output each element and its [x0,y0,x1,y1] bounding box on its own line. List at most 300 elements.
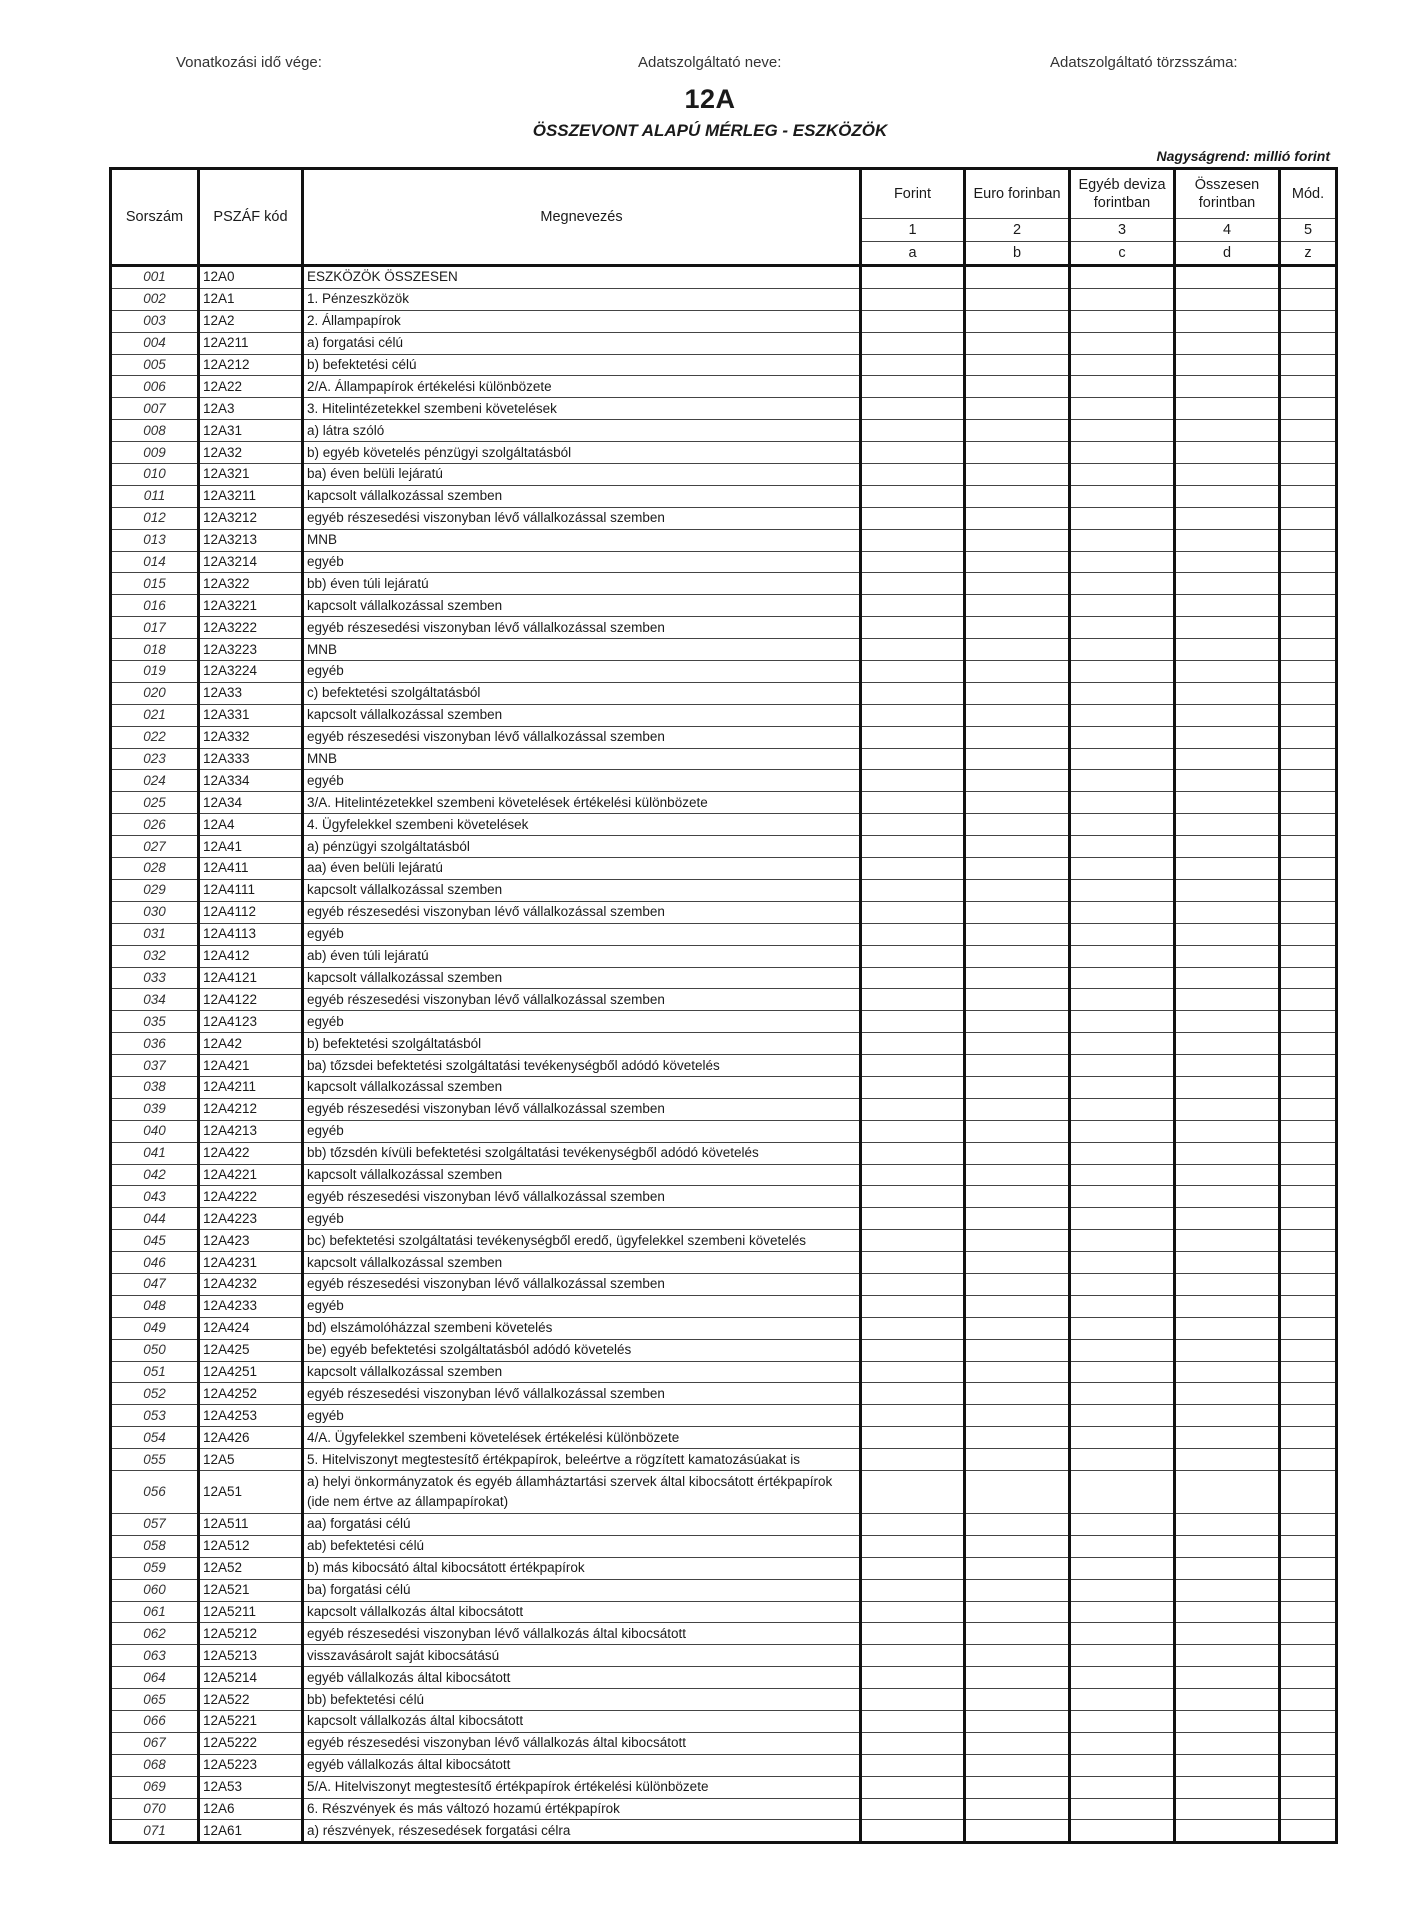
value-cell-other-currency[interactable] [1070,442,1175,464]
value-cell-mod[interactable] [1280,1208,1337,1230]
value-cell-other-currency[interactable] [1070,1098,1175,1120]
value-cell-euro[interactable] [965,573,1070,595]
value-cell-total[interactable] [1175,858,1280,880]
value-cell-total[interactable] [1175,595,1280,617]
value-cell-euro[interactable] [965,1186,1070,1208]
value-cell-mod[interactable] [1280,1798,1337,1820]
value-cell-forint[interactable] [861,354,965,376]
value-cell-mod[interactable] [1280,639,1337,661]
value-cell-euro[interactable] [965,1711,1070,1733]
value-cell-forint[interactable] [861,1120,965,1142]
value-cell-other-currency[interactable] [1070,879,1175,901]
value-cell-other-currency[interactable] [1070,1186,1175,1208]
value-cell-mod[interactable] [1280,1754,1337,1776]
value-cell-mod[interactable] [1280,1098,1337,1120]
value-cell-mod[interactable] [1280,836,1337,858]
value-cell-forint[interactable] [861,1076,965,1098]
value-cell-forint[interactable] [861,573,965,595]
value-cell-total[interactable] [1175,770,1280,792]
value-cell-total[interactable] [1175,1557,1280,1579]
value-cell-other-currency[interactable] [1070,288,1175,310]
value-cell-euro[interactable] [965,1273,1070,1295]
value-cell-euro[interactable] [965,858,1070,880]
value-cell-total[interactable] [1175,507,1280,529]
value-cell-mod[interactable] [1280,1186,1337,1208]
value-cell-euro[interactable] [965,1142,1070,1164]
value-cell-euro[interactable] [965,1383,1070,1405]
value-cell-other-currency[interactable] [1070,967,1175,989]
value-cell-other-currency[interactable] [1070,1689,1175,1711]
value-cell-other-currency[interactable] [1070,748,1175,770]
value-cell-euro[interactable] [965,332,1070,354]
value-cell-euro[interactable] [965,748,1070,770]
value-cell-forint[interactable] [861,967,965,989]
value-cell-total[interactable] [1175,1776,1280,1798]
value-cell-other-currency[interactable] [1070,1557,1175,1579]
value-cell-euro[interactable] [965,1339,1070,1361]
value-cell-euro[interactable] [965,1055,1070,1077]
value-cell-total[interactable] [1175,1798,1280,1820]
value-cell-euro[interactable] [965,682,1070,704]
value-cell-forint[interactable] [861,1689,965,1711]
value-cell-other-currency[interactable] [1070,266,1175,289]
value-cell-forint[interactable] [861,464,965,486]
value-cell-total[interactable] [1175,288,1280,310]
value-cell-mod[interactable] [1280,332,1337,354]
value-cell-total[interactable] [1175,1339,1280,1361]
value-cell-total[interactable] [1175,398,1280,420]
value-cell-mod[interactable] [1280,288,1337,310]
value-cell-forint[interactable] [861,945,965,967]
value-cell-other-currency[interactable] [1070,1667,1175,1689]
value-cell-mod[interactable] [1280,1230,1337,1252]
value-cell-forint[interactable] [861,1317,965,1339]
value-cell-mod[interactable] [1280,485,1337,507]
value-cell-other-currency[interactable] [1070,1623,1175,1645]
value-cell-forint[interactable] [861,1252,965,1274]
value-cell-total[interactable] [1175,1513,1280,1535]
value-cell-total[interactable] [1175,1645,1280,1667]
value-cell-forint[interactable] [861,1339,965,1361]
value-cell-euro[interactable] [965,661,1070,683]
value-cell-euro[interactable] [965,901,1070,923]
value-cell-euro[interactable] [965,1470,1070,1513]
value-cell-euro[interactable] [965,1535,1070,1557]
value-cell-total[interactable] [1175,1208,1280,1230]
value-cell-total[interactable] [1175,879,1280,901]
value-cell-forint[interactable] [861,507,965,529]
value-cell-mod[interactable] [1280,1076,1337,1098]
value-cell-euro[interactable] [965,1557,1070,1579]
value-cell-forint[interactable] [861,398,965,420]
value-cell-other-currency[interactable] [1070,1645,1175,1667]
value-cell-other-currency[interactable] [1070,1295,1175,1317]
value-cell-euro[interactable] [965,507,1070,529]
value-cell-total[interactable] [1175,354,1280,376]
value-cell-mod[interactable] [1280,1427,1337,1449]
value-cell-total[interactable] [1175,901,1280,923]
value-cell-total[interactable] [1175,661,1280,683]
value-cell-euro[interactable] [965,1011,1070,1033]
value-cell-other-currency[interactable] [1070,617,1175,639]
value-cell-forint[interactable] [861,1513,965,1535]
value-cell-other-currency[interactable] [1070,814,1175,836]
value-cell-other-currency[interactable] [1070,901,1175,923]
value-cell-total[interactable] [1175,1098,1280,1120]
value-cell-euro[interactable] [965,398,1070,420]
value-cell-mod[interactable] [1280,879,1337,901]
value-cell-total[interactable] [1175,1535,1280,1557]
value-cell-total[interactable] [1175,923,1280,945]
value-cell-total[interactable] [1175,1689,1280,1711]
value-cell-forint[interactable] [861,1601,965,1623]
value-cell-forint[interactable] [861,1186,965,1208]
value-cell-mod[interactable] [1280,1557,1337,1579]
value-cell-mod[interactable] [1280,398,1337,420]
value-cell-euro[interactable] [965,1252,1070,1274]
value-cell-total[interactable] [1175,617,1280,639]
value-cell-other-currency[interactable] [1070,1339,1175,1361]
value-cell-euro[interactable] [965,1164,1070,1186]
value-cell-other-currency[interactable] [1070,332,1175,354]
value-cell-mod[interactable] [1280,1689,1337,1711]
value-cell-total[interactable] [1175,266,1280,289]
value-cell-mod[interactable] [1280,529,1337,551]
value-cell-other-currency[interactable] [1070,682,1175,704]
value-cell-other-currency[interactable] [1070,398,1175,420]
value-cell-mod[interactable] [1280,1405,1337,1427]
value-cell-mod[interactable] [1280,1579,1337,1601]
value-cell-total[interactable] [1175,726,1280,748]
value-cell-total[interactable] [1175,1120,1280,1142]
value-cell-mod[interactable] [1280,1317,1337,1339]
value-cell-euro[interactable] [965,1449,1070,1471]
value-cell-forint[interactable] [861,1033,965,1055]
value-cell-mod[interactable] [1280,573,1337,595]
value-cell-mod[interactable] [1280,1295,1337,1317]
value-cell-total[interactable] [1175,814,1280,836]
value-cell-total[interactable] [1175,1820,1280,1843]
value-cell-forint[interactable] [861,551,965,573]
value-cell-total[interactable] [1175,1273,1280,1295]
value-cell-other-currency[interactable] [1070,836,1175,858]
value-cell-euro[interactable] [965,792,1070,814]
value-cell-forint[interactable] [861,1754,965,1776]
value-cell-forint[interactable] [861,1273,965,1295]
value-cell-forint[interactable] [861,1776,965,1798]
value-cell-other-currency[interactable] [1070,1470,1175,1513]
value-cell-total[interactable] [1175,1667,1280,1689]
value-cell-euro[interactable] [965,1317,1070,1339]
value-cell-other-currency[interactable] [1070,507,1175,529]
value-cell-other-currency[interactable] [1070,376,1175,398]
value-cell-euro[interactable] [965,1230,1070,1252]
value-cell-other-currency[interactable] [1070,464,1175,486]
value-cell-forint[interactable] [861,442,965,464]
value-cell-forint[interactable] [861,1798,965,1820]
value-cell-other-currency[interactable] [1070,1252,1175,1274]
value-cell-forint[interactable] [861,1470,965,1513]
value-cell-euro[interactable] [965,1645,1070,1667]
value-cell-mod[interactable] [1280,1252,1337,1274]
value-cell-euro[interactable] [965,1732,1070,1754]
value-cell-forint[interactable] [861,1164,965,1186]
value-cell-forint[interactable] [861,1405,965,1427]
value-cell-forint[interactable] [861,726,965,748]
value-cell-mod[interactable] [1280,1776,1337,1798]
value-cell-other-currency[interactable] [1070,354,1175,376]
value-cell-forint[interactable] [861,661,965,683]
value-cell-total[interactable] [1175,945,1280,967]
value-cell-mod[interactable] [1280,1011,1337,1033]
value-cell-other-currency[interactable] [1070,858,1175,880]
value-cell-total[interactable] [1175,485,1280,507]
value-cell-forint[interactable] [861,420,965,442]
value-cell-mod[interactable] [1280,1273,1337,1295]
value-cell-forint[interactable] [861,1295,965,1317]
value-cell-forint[interactable] [861,1645,965,1667]
value-cell-forint[interactable] [861,1535,965,1557]
value-cell-mod[interactable] [1280,1711,1337,1733]
value-cell-other-currency[interactable] [1070,923,1175,945]
value-cell-mod[interactable] [1280,1535,1337,1557]
value-cell-mod[interactable] [1280,989,1337,1011]
value-cell-euro[interactable] [965,704,1070,726]
value-cell-euro[interactable] [965,420,1070,442]
value-cell-other-currency[interactable] [1070,551,1175,573]
value-cell-mod[interactable] [1280,858,1337,880]
value-cell-total[interactable] [1175,1055,1280,1077]
value-cell-other-currency[interactable] [1070,1076,1175,1098]
value-cell-total[interactable] [1175,1033,1280,1055]
value-cell-euro[interactable] [965,1776,1070,1798]
value-cell-mod[interactable] [1280,1623,1337,1645]
value-cell-mod[interactable] [1280,945,1337,967]
value-cell-mod[interactable] [1280,354,1337,376]
value-cell-mod[interactable] [1280,1732,1337,1754]
value-cell-euro[interactable] [965,1623,1070,1645]
value-cell-mod[interactable] [1280,442,1337,464]
value-cell-forint[interactable] [861,1711,965,1733]
value-cell-forint[interactable] [861,310,965,332]
value-cell-forint[interactable] [861,288,965,310]
value-cell-euro[interactable] [965,1361,1070,1383]
value-cell-other-currency[interactable] [1070,1317,1175,1339]
value-cell-forint[interactable] [861,792,965,814]
value-cell-forint[interactable] [861,639,965,661]
value-cell-mod[interactable] [1280,595,1337,617]
value-cell-total[interactable] [1175,704,1280,726]
value-cell-mod[interactable] [1280,507,1337,529]
value-cell-forint[interactable] [861,617,965,639]
value-cell-total[interactable] [1175,1164,1280,1186]
value-cell-total[interactable] [1175,1383,1280,1405]
value-cell-forint[interactable] [861,1623,965,1645]
value-cell-other-currency[interactable] [1070,792,1175,814]
value-cell-other-currency[interactable] [1070,1142,1175,1164]
value-cell-forint[interactable] [861,1449,965,1471]
value-cell-total[interactable] [1175,1361,1280,1383]
value-cell-total[interactable] [1175,1711,1280,1733]
value-cell-mod[interactable] [1280,1383,1337,1405]
value-cell-mod[interactable] [1280,704,1337,726]
value-cell-total[interactable] [1175,1295,1280,1317]
value-cell-other-currency[interactable] [1070,529,1175,551]
value-cell-mod[interactable] [1280,1339,1337,1361]
value-cell-total[interactable] [1175,989,1280,1011]
value-cell-total[interactable] [1175,1142,1280,1164]
value-cell-mod[interactable] [1280,1513,1337,1535]
value-cell-other-currency[interactable] [1070,595,1175,617]
value-cell-euro[interactable] [965,1754,1070,1776]
value-cell-mod[interactable] [1280,748,1337,770]
value-cell-mod[interactable] [1280,1470,1337,1513]
value-cell-mod[interactable] [1280,310,1337,332]
value-cell-forint[interactable] [861,923,965,945]
value-cell-other-currency[interactable] [1070,573,1175,595]
value-cell-total[interactable] [1175,1623,1280,1645]
value-cell-mod[interactable] [1280,923,1337,945]
value-cell-forint[interactable] [861,1383,965,1405]
value-cell-euro[interactable] [965,923,1070,945]
value-cell-euro[interactable] [965,1798,1070,1820]
value-cell-mod[interactable] [1280,420,1337,442]
value-cell-mod[interactable] [1280,1164,1337,1186]
value-cell-forint[interactable] [861,1098,965,1120]
value-cell-euro[interactable] [965,836,1070,858]
value-cell-forint[interactable] [861,1732,965,1754]
value-cell-mod[interactable] [1280,1820,1337,1843]
value-cell-other-currency[interactable] [1070,1820,1175,1843]
value-cell-total[interactable] [1175,639,1280,661]
value-cell-other-currency[interactable] [1070,1513,1175,1535]
value-cell-total[interactable] [1175,442,1280,464]
value-cell-other-currency[interactable] [1070,989,1175,1011]
value-cell-mod[interactable] [1280,1142,1337,1164]
value-cell-euro[interactable] [965,814,1070,836]
value-cell-euro[interactable] [965,967,1070,989]
value-cell-other-currency[interactable] [1070,1120,1175,1142]
value-cell-forint[interactable] [861,1820,965,1843]
value-cell-forint[interactable] [861,1142,965,1164]
value-cell-euro[interactable] [965,1295,1070,1317]
value-cell-other-currency[interactable] [1070,726,1175,748]
value-cell-total[interactable] [1175,573,1280,595]
value-cell-other-currency[interactable] [1070,661,1175,683]
value-cell-euro[interactable] [965,879,1070,901]
value-cell-euro[interactable] [965,1513,1070,1535]
value-cell-mod[interactable] [1280,901,1337,923]
value-cell-other-currency[interactable] [1070,1033,1175,1055]
value-cell-other-currency[interactable] [1070,1754,1175,1776]
value-cell-total[interactable] [1175,1579,1280,1601]
value-cell-total[interactable] [1175,1186,1280,1208]
value-cell-forint[interactable] [861,595,965,617]
value-cell-mod[interactable] [1280,682,1337,704]
value-cell-euro[interactable] [965,376,1070,398]
value-cell-total[interactable] [1175,551,1280,573]
value-cell-euro[interactable] [965,770,1070,792]
value-cell-euro[interactable] [965,1076,1070,1098]
value-cell-other-currency[interactable] [1070,1427,1175,1449]
value-cell-mod[interactable] [1280,551,1337,573]
value-cell-total[interactable] [1175,792,1280,814]
value-cell-other-currency[interactable] [1070,770,1175,792]
value-cell-euro[interactable] [965,617,1070,639]
value-cell-euro[interactable] [965,1667,1070,1689]
value-cell-forint[interactable] [861,1427,965,1449]
value-cell-forint[interactable] [861,704,965,726]
value-cell-total[interactable] [1175,529,1280,551]
value-cell-total[interactable] [1175,1317,1280,1339]
value-cell-other-currency[interactable] [1070,1055,1175,1077]
value-cell-mod[interactable] [1280,770,1337,792]
value-cell-euro[interactable] [965,945,1070,967]
value-cell-forint[interactable] [861,901,965,923]
value-cell-mod[interactable] [1280,661,1337,683]
value-cell-other-currency[interactable] [1070,1732,1175,1754]
value-cell-other-currency[interactable] [1070,1579,1175,1601]
value-cell-total[interactable] [1175,836,1280,858]
value-cell-total[interactable] [1175,332,1280,354]
value-cell-euro[interactable] [965,595,1070,617]
value-cell-other-currency[interactable] [1070,945,1175,967]
value-cell-total[interactable] [1175,1601,1280,1623]
value-cell-forint[interactable] [861,485,965,507]
value-cell-euro[interactable] [965,1601,1070,1623]
value-cell-mod[interactable] [1280,1033,1337,1055]
value-cell-other-currency[interactable] [1070,1273,1175,1295]
value-cell-forint[interactable] [861,1055,965,1077]
value-cell-mod[interactable] [1280,376,1337,398]
value-cell-euro[interactable] [965,1689,1070,1711]
value-cell-mod[interactable] [1280,1667,1337,1689]
value-cell-forint[interactable] [861,682,965,704]
value-cell-forint[interactable] [861,858,965,880]
value-cell-other-currency[interactable] [1070,1164,1175,1186]
value-cell-forint[interactable] [861,1208,965,1230]
value-cell-euro[interactable] [965,529,1070,551]
value-cell-mod[interactable] [1280,1055,1337,1077]
value-cell-other-currency[interactable] [1070,420,1175,442]
value-cell-total[interactable] [1175,1252,1280,1274]
value-cell-other-currency[interactable] [1070,1230,1175,1252]
value-cell-total[interactable] [1175,1011,1280,1033]
value-cell-total[interactable] [1175,1405,1280,1427]
value-cell-euro[interactable] [965,1208,1070,1230]
value-cell-total[interactable] [1175,1427,1280,1449]
value-cell-mod[interactable] [1280,266,1337,289]
value-cell-forint[interactable] [861,376,965,398]
value-cell-total[interactable] [1175,967,1280,989]
value-cell-euro[interactable] [965,1033,1070,1055]
value-cell-forint[interactable] [861,989,965,1011]
value-cell-total[interactable] [1175,464,1280,486]
value-cell-forint[interactable] [861,836,965,858]
value-cell-total[interactable] [1175,1449,1280,1471]
value-cell-forint[interactable] [861,1011,965,1033]
value-cell-other-currency[interactable] [1070,1449,1175,1471]
value-cell-forint[interactable] [861,1557,965,1579]
value-cell-mod[interactable] [1280,814,1337,836]
value-cell-mod[interactable] [1280,792,1337,814]
value-cell-euro[interactable] [965,1427,1070,1449]
value-cell-other-currency[interactable] [1070,1601,1175,1623]
value-cell-euro[interactable] [965,288,1070,310]
value-cell-forint[interactable] [861,1667,965,1689]
value-cell-total[interactable] [1175,1230,1280,1252]
value-cell-euro[interactable] [965,1120,1070,1142]
